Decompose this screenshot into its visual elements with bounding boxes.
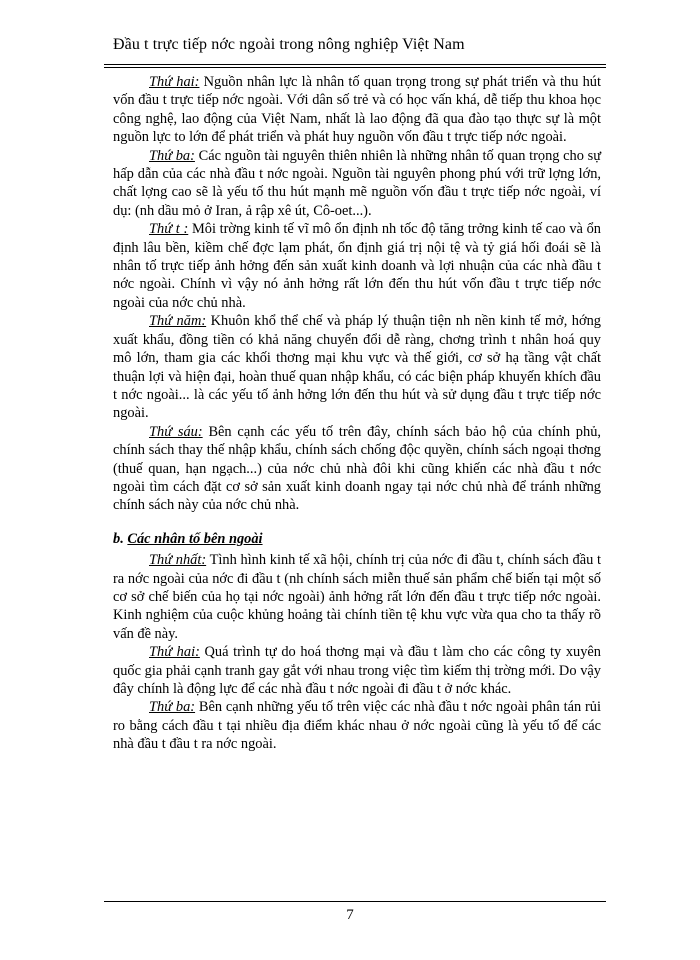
- paragraph-b-thu-hai: [113, 643, 601, 698]
- section-b-label: b.: [113, 530, 128, 547]
- paragraph-thu-ba: [113, 147, 601, 221]
- body-text: [113, 73, 601, 754]
- paragraph-text: Bên cạnh những yếu tố trên việc các nhà đầu t nớc ngoài phân tán rủi ro bằng cách đầu t tại nhiều địa điểm khác nhau ở nớc ngoài cũng là yếu tố để các nhà đầu t đầu t ra nớc ngoài.: [113, 699, 601, 753]
- section-b-heading: [113, 530, 601, 548]
- header-double-rule: [104, 64, 606, 68]
- paragraph-text: Các nguồn tài nguyên thiên nhiên là những nhân tố quan trọng cho sự hấp dẫn của các nhà đầu t nớc ngoài. Nguồn tài nguyên phong phú với trữ lợng lớn, chất lợng cao sẽ là yếu tố thu hút mạnh mẽ nguồn vốn đầu t trực tiếp nớc ngoài, ví dụ: (nh dầu mỏ ở Iran, ả rập xê út, Cô-oet...).: [113, 147, 602, 219]
- paragraph-text: Môi trờng kinh tế vĩ mô ổn định nh tốc độ tăng trởng kinh tế cao và ổn định lâu bền, kiềm chế đợc lạm phát, ổn định giá trị nội tệ và tỷ giá hối đoái sẽ là nhân tố trực tiếp ảnh hởng đến sản xuất kinh doanh và lợi nhuận của các nhà đầu t nớc ngoài. Chính vì vậy nó ảnh hởng rất lớn đến thu hút vốn đầu t trực tiếp nớc ngoài của nớc chủ nhà.: [113, 221, 601, 311]
- paragraph-text: Quá trình tự do hoá thơng mại và đầu t làm cho các công ty xuyên quốc gia phải cạnh tranh gay gắt với nhau trong việc tìm kiếm thị trờng mới. Do vậy đây chính là động lực để các nhà đầu t nớc ngoài đi đầu t ở nớc khác.: [113, 644, 601, 697]
- paragraph-lead: Thứ năm:: [149, 313, 207, 330]
- paragraph-lead: Thứ ba:: [149, 147, 195, 164]
- paragraph-lead: Thứ sáu:: [149, 423, 203, 440]
- page-number: 7: [346, 907, 354, 923]
- paragraph-lead: Thứ hai:: [149, 74, 200, 90]
- paragraph-lead: Thứ nhất:: [149, 552, 207, 569]
- section-b-title: Các nhân tố bên ngoài: [127, 530, 263, 547]
- paragraph-lead: Thứ hai:: [149, 644, 200, 661]
- paragraph-text: Khuôn khổ thể chế và pháp lý thuận tiện nh nền kinh tế mở, hớng xuất khẩu, đồng tiền có khả năng chuyển đổi dễ ràng, chơng trình t nhân hoá quy mô lớn, tham gia các khối thơng mại khu vực và thế giới, cơ sở hạ tầng vật chất thuận lợi và hiện đại, hoàn thuế quan nhập khẩu, có các biện pháp khuyến khích đầu t nớc ngoài... là các yếu tố ảnh hởng lớn đến thu hút và sử dụng đầu t trực tiếp nớc ngoài.: [113, 313, 601, 422]
- paragraph-thu-hai: [113, 73, 601, 147]
- footer-rule: [104, 901, 606, 902]
- paragraph-b-thu-nhat: [113, 551, 601, 643]
- paragraph-thu-sau: [113, 423, 601, 515]
- paragraph-thu-nam: [113, 312, 601, 422]
- paragraph-lead: Thứ t :: [149, 221, 189, 238]
- paragraph-thu-tu: [113, 220, 601, 312]
- running-header-title: Đầu t trực tiếp nớc ngoài trong nông nghiệp Việt Nam: [113, 36, 465, 53]
- paragraph-text: Bên cạnh các yếu tố trên đây, chính sách bảo hộ của chính phủ, chính sách thay thế nhập khẩu, chính sách chống độc quyền, chính sách ngoại thơng (thuế quan, hạn ngạch...) của nớc chủ nhà đôi khi cũng khiến các nhà đầu t nớc ngoài tìm cách đặt cơ sở sản xuất kinh doanh ngay tại nớc chủ nhà để tránh những chính sách này của nớc chủ nhà.: [113, 423, 601, 514]
- paragraph-text: Tình hình kinh tế xã hội, chính trị của nớc đi đầu t, chính sách đầu t ra nớc ngoài của nớc đi đầu t (nh chính sách miễn thuế sản phẩm chế biến tại một số cơ sở chế biến của họ tại nớc ngoài) ảnh hởng rất lớn đến đầu t trực tiếp nớc ngoài. Kinh nghiệm của cuộc khủng hoảng tài chính tiền tệ khu vực vừa qua cho ta thấy rõ vấn đề này.: [113, 552, 601, 642]
- paragraph-text: Nguồn nhân lực là nhân tố quan trọng trong sự phát triển và thu hút vốn đầu t trực tiếp nớc ngoài. Với dân số trẻ và có học vấn khá, dễ tiếp thu khoa học công nghệ, lao động của Việt Nam, nhất là lao động đã qua đào tạo thực sự là một nguồn lực to lớn để phát triển và phát huy nguồn vốn đầu t trực tiếp nớc ngoài.: [113, 74, 602, 146]
- paragraph-lead: Thứ ba:: [149, 699, 196, 716]
- paragraph-b-thu-ba: [113, 698, 601, 753]
